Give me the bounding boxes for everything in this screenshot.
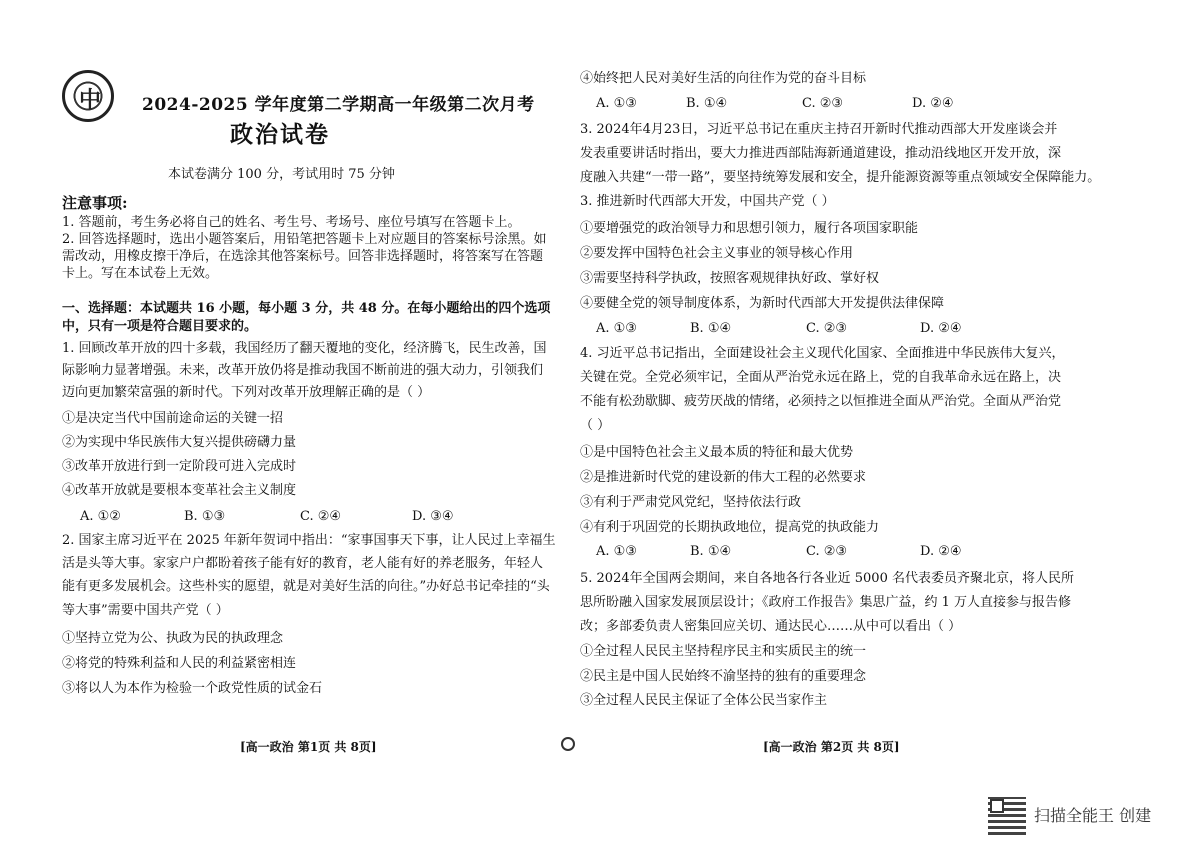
note-line: 2. 回答选择题时，选出小题答案后，用铅笔把答题卡上对应题目的答案标号涂黑。如 bbox=[62, 232, 547, 247]
note-line: 需改动，用橡皮擦干净后，在选涂其他答案标号。回答非选择题时，将答案写在答题 bbox=[62, 249, 544, 264]
q1-item: ②为实现中华民族伟大复兴提供磅礴力量 bbox=[62, 435, 297, 450]
q4-options bbox=[596, 544, 962, 559]
q3-item: ①要增强党的政治领导力和思想引领力，履行各项国家职能 bbox=[580, 221, 919, 236]
q1-stem: 际影响力显著增强。未来，改革开放仍将是推动我国不断前进的强大动力，引领我们 bbox=[62, 363, 544, 378]
q5-stem: 改；多部委负责人密集回应关切、通达民心……从中可以看出（ ） bbox=[580, 619, 962, 634]
section-heading: 一、选择题：本试题共 16 小题，每小题 3 分，共 48 分。在每小题给出的四个选项 bbox=[62, 301, 551, 316]
q3-stem: 度融入共建“一带一路”，要坚持统筹发展和安全，提升能源资源等重点领域安全保障能力。 bbox=[580, 170, 1101, 185]
q5-item: ③全过程人民民主保证了全体公民当家作主 bbox=[580, 693, 828, 708]
qr-code-icon bbox=[988, 797, 1026, 835]
option-d: D. ②④ bbox=[920, 544, 962, 559]
binding-mark-icon bbox=[561, 737, 575, 751]
q1-item: ①是决定当代中国前途命运的关键一招 bbox=[62, 411, 284, 426]
q4-item: ①是中国特色社会主义最本质的特征和最大优势 bbox=[580, 445, 854, 460]
school-logo: 中 bbox=[62, 70, 114, 122]
q5-item: ①全过程人民民主坚持程序民主和实质民主的统一 bbox=[580, 644, 867, 659]
note-line: 卡上。写在本试卷上无效。 bbox=[62, 266, 219, 281]
q2-item: ①坚持立党为公、执政为民的执政理念 bbox=[62, 631, 284, 646]
q3-item: ④要健全党的领导制度体系，为新时代西部大开发提供法律保障 bbox=[580, 296, 945, 311]
q2-stem: 2. 国家主席习近平在 2025 年新年贺词中指出：“家事国事天下事，让人民过上幸福生 bbox=[62, 533, 556, 548]
q2-stem: 活是头等大事。家家户户都盼着孩子能有好的教育，老人能有好的养老服务，年轻人 bbox=[62, 556, 544, 571]
q4-stem: 不能有松劲歇脚、疲劳厌战的情绪，必须持之以恒推进全面从严治党。全面从严治党 bbox=[580, 394, 1062, 409]
option-d: D. ②④ bbox=[920, 321, 962, 336]
q4-item: ③有利于严肃党风党纪，坚持依法行政 bbox=[580, 495, 802, 510]
q3-stem: 3. 2024年4月23日，习近平总书记在重庆主持召开新时代推动西部大开发座谈会并 bbox=[580, 122, 1058, 137]
q2-item: ③将以人为本作为检验一个政党性质的试金石 bbox=[62, 681, 323, 696]
q4-stem: 4. 习近平总书记指出，全面建设社会主义现代化国家、全面推进中华民族伟大复兴， bbox=[580, 346, 1065, 361]
exam-title: 2024-2025 学年度第二学期高一年级第二次月考 bbox=[142, 95, 535, 115]
section-heading: 中，只有一项是符合题目要求的。 bbox=[62, 319, 258, 334]
q2-item: ②将党的特殊利益和人民的利益紧密相连 bbox=[62, 656, 297, 671]
q3-item: ②要发挥中国特色社会主义事业的领导核心作用 bbox=[580, 246, 854, 261]
q1-item: ④改革开放就是要根本变革社会主义制度 bbox=[62, 483, 297, 498]
exam-subtitle: 本试卷满分 100 分，考试用时 75 分钟 bbox=[168, 167, 395, 182]
q4-stem: （ ） bbox=[580, 418, 611, 433]
q3-stem: 3. 推进新时代西部大开发，中国共产党（ ） bbox=[580, 194, 835, 209]
option-b: B. ①④ bbox=[686, 96, 728, 111]
page-footer-left: [高一政治 第1页 共 8页] bbox=[240, 740, 377, 754]
q4-stem: 关键在党。全党必须牢记，全面从严治党永远在路上，党的自我革命永远在路上，决 bbox=[580, 370, 1062, 385]
option-b: B. ①③ bbox=[184, 509, 226, 524]
q1-options bbox=[80, 509, 454, 524]
q3-options bbox=[596, 321, 962, 336]
q1-stem: 1. 回顾改革开放的四十多载，我国经历了翻天覆地的变化，经济腾飞，民生改善，国 bbox=[62, 341, 547, 356]
right-page bbox=[580, 0, 1200, 847]
left-page bbox=[0, 0, 580, 847]
option-b: B. ①④ bbox=[690, 544, 732, 559]
q5-stem: 5. 2024年全国两会期间，来自各地各行各业近 5000 名代表委员齐聚北京，将人民所 bbox=[580, 571, 1074, 586]
note-line: 1. 答题前，考生务必将自己的姓名、考生号、考场号、座位号填写在答题卡上。 bbox=[62, 215, 521, 230]
option-c: C. ②③ bbox=[802, 96, 844, 111]
option-a: A. ①② bbox=[80, 509, 121, 524]
option-d: D. ③④ bbox=[412, 509, 454, 524]
q2-stem: 等大事”需要中国共产党（ ） bbox=[62, 603, 229, 618]
option-a: A. ①③ bbox=[596, 321, 637, 336]
q3-stem: 发表重要讲话时指出，要大力推进西部陆海新通道建设，推动沿线地区开发开放，深 bbox=[580, 146, 1062, 161]
notes-heading: 注意事项: bbox=[62, 194, 128, 212]
q4-item: ④有利于巩固党的长期执政地位，提高党的执政能力 bbox=[580, 520, 880, 535]
option-c: C. ②④ bbox=[300, 509, 342, 524]
scanner-watermark: 扫描全能王 创建 bbox=[1034, 806, 1152, 825]
q4-item: ②是推进新时代党的建设新的伟大工程的必然要求 bbox=[580, 470, 867, 485]
q1-item: ③改革开放进行到一定阶段可进入完成时 bbox=[62, 459, 297, 474]
option-c: C. ②③ bbox=[806, 544, 848, 559]
q5-stem: 思所盼融入国家发展顶层设计；《政府工作报告》集思广益，约 1 万人直接参与报告修 bbox=[580, 595, 1072, 610]
q3-item: ③需要坚持科学执政，按照客观规律执好政、掌好权 bbox=[580, 271, 880, 286]
option-a: A. ①③ bbox=[596, 544, 637, 559]
option-a: A. ①③ bbox=[596, 96, 637, 111]
q1-stem: 迈向更加繁荣富强的新时代。下列对改革开放理解正确的是（ ） bbox=[62, 385, 431, 400]
option-c: C. ②③ bbox=[806, 321, 848, 336]
page-footer-right: [高一政治 第2页 共 8页] bbox=[763, 740, 900, 754]
option-b: B. ①④ bbox=[690, 321, 732, 336]
option-d: D. ②④ bbox=[912, 96, 954, 111]
exam-subject: 政治试卷 bbox=[230, 121, 330, 148]
q2-stem: 能有更多发展机会。这些朴实的愿望，就是对美好生活的向往。”办好总书记牵挂的“头 bbox=[62, 579, 550, 594]
q2-options bbox=[596, 96, 954, 111]
q5-item: ②民主是中国人民始终不渝坚持的独有的重要理念 bbox=[580, 669, 867, 684]
q2-item: ④始终把人民对美好生活的向往作为党的奋斗目标 bbox=[580, 71, 867, 86]
